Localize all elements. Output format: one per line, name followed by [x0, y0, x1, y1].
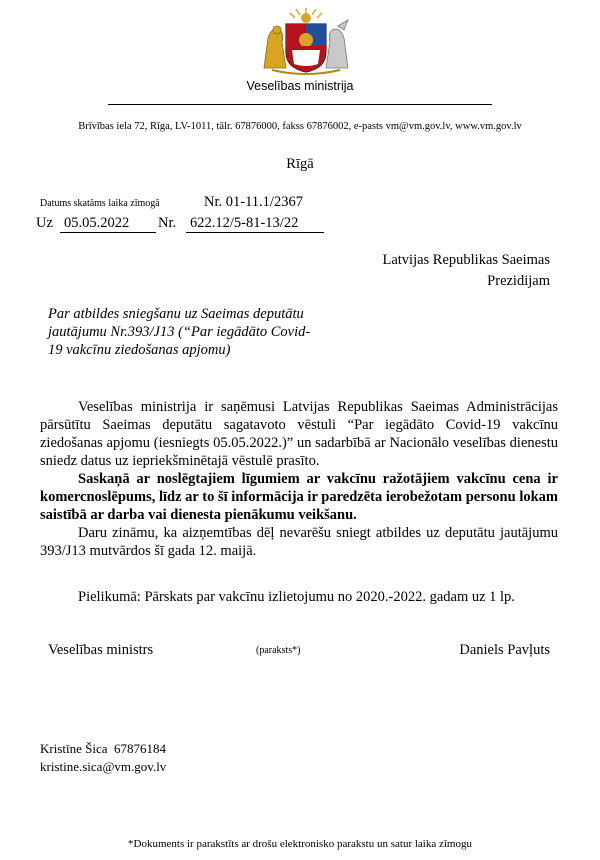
lion-left [264, 29, 286, 68]
reference-date: 05.05.2022 [60, 215, 156, 233]
reference-uz-label: Uz [36, 215, 53, 231]
body-paragraph: Daru zināmu, ka aizņemtības dēļ nevarēšu sniegt atbildes uz deputātu jautājumu 393/J13 mutvārdos šī gada 12. maijā. [40, 525, 558, 559]
ministry-address: Brīvības iela 72, Rīga, LV-1011, tālr. 67876000, fakss 67876002, e-pasts vm@vm.gov.lv, www.vm.gov.lv [78, 121, 522, 132]
header-divider [108, 104, 492, 105]
sun [301, 13, 311, 23]
body-paragraph: Veselības ministrija ir saņēmusi Latvijas Republikas Saeimas Administrācijas pārsūtītu Saeimas deputātu sagatavoto vēstuli “Par iegādāto Covid-19 vakcīnu ziedošanas apjomu (iesniegts 05.05.2022.)” un sadarbībā ar Nacionālo veselības dienestu sniedz datus uz iepriekšminētajā vēstulē prasīto. [40, 399, 558, 469]
attachment-note: Pielikumā: Pārskats par vakcīnu izlietojumu no 2020.-2022. gadam uz 1 lp. [78, 589, 515, 605]
recipient-line1: Latvijas Republikas Saeimas [382, 252, 550, 268]
griffin-right [326, 29, 348, 68]
coat-of-arms-logo [258, 8, 354, 76]
subject-line: Par atbildes sniegšanu uz Saeimas deputātu jautājumu Nr.393/J13 (“Par iegādāto Covid-19 vakcīnu ziedošanas apjomu) [48, 306, 311, 358]
reference-nr-label: Nr. [158, 215, 177, 231]
body-paragraph-bold: Saskaņā ar noslēgtajiem līgumiem ar vakcīnu ražotājiem vakcīnu cena ir komercnoslēpums, līdz ar to šī informācija ir paredzēta ierobežotam personu lokam saistībā ar darba vai dienesta pienākumu veikšanu. [40, 471, 558, 523]
letter-body [40, 398, 558, 560]
recipient-block [382, 250, 550, 292]
date-label: Datums skatāms laika zīmogā [40, 198, 160, 209]
recipient-line2: Prezidijam [487, 273, 550, 289]
contact-email[interactable]: kristine.sica@vm.gov.lv [40, 759, 167, 774]
ministry-name: Veselības ministrija [246, 79, 354, 93]
contact-name-phone: Kristīne Šica 67876184 [40, 741, 167, 756]
reference-number: 622.12/5-81-13/22 [186, 215, 324, 233]
contact-block [40, 740, 166, 776]
signature-mark: (paraksts*) [256, 645, 301, 656]
footer-note: *Dokuments ir parakstīts ar drošu elektronisko parakstu un satur laika zīmogu [128, 838, 472, 850]
document-number: Nr. 01-11.1/2367 [204, 194, 303, 210]
city: Rīgā [286, 156, 314, 172]
signatory-name: Daniels Pavļuts [459, 642, 550, 658]
signatory-role: Veselības ministrs [48, 642, 154, 658]
